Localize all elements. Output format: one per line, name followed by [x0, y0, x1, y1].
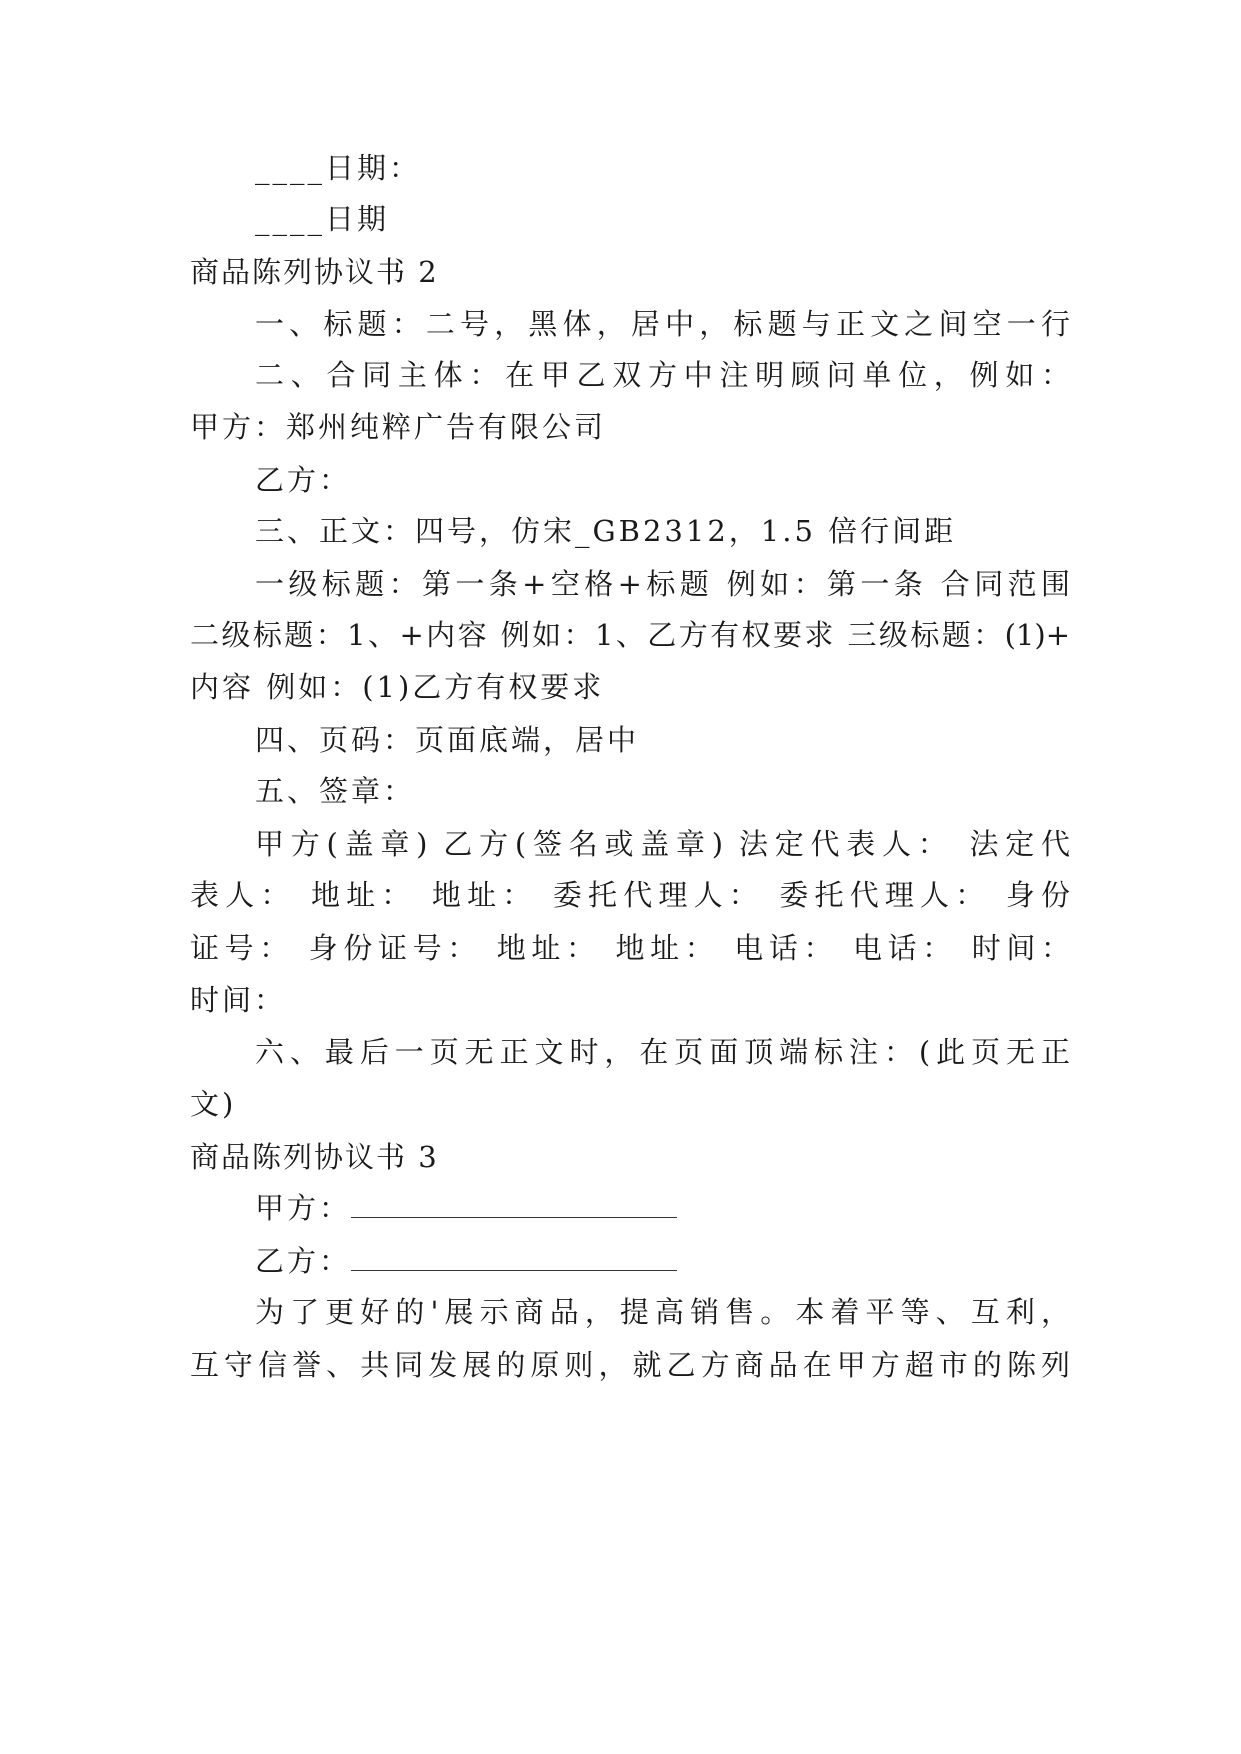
paragraph-intro-1: 为了更好的'展示商品，提高销售。本着平等、互利， — [255, 1295, 1070, 1329]
paragraph-page-number: 四、页码：页面底端，居中 — [255, 723, 640, 757]
paragraph-signature: 五、签章： — [255, 774, 416, 808]
paragraph-body-rule: 三、正文：四号，仿宋_GB2312，1.5 倍行间距 — [255, 514, 957, 548]
paragraph-level2-heading: 二级标题：1、+内容 例如：1、乙方有权要求 三级标题：(1)+ — [190, 618, 1070, 652]
section-title-3: 商品陈列协议书 3 — [190, 1140, 439, 1174]
paragraph-party-a-example: 甲方：郑州纯粹广告有限公司 — [190, 410, 607, 444]
paragraph-contract-parties: 二、合同主体：在甲乙双方中注明顾问单位，例如： — [255, 358, 1070, 392]
paragraph-signature-fields-1: 甲方(盖章) 乙方(签名或盖章) 法定代表人： 法定代 — [255, 827, 1070, 861]
party-a-line — [255, 1188, 1070, 1228]
section-title-2: 商品陈列协议书 2 — [190, 255, 439, 289]
paragraph-signature-fields-4: 时间： — [190, 983, 287, 1017]
paragraph-level3-example: 内容 例如：(1)乙方有权要求 — [190, 670, 605, 704]
paragraph-intro-2: 互守信誉、共同发展的原则，就乙方商品在甲方超市的陈列 — [190, 1348, 1070, 1382]
paragraph-last-page: 六、最后一页无正文时，在页面顶端标注：(此页无正 — [255, 1035, 1070, 1069]
paragraph-last-page-cont: 文) — [190, 1087, 237, 1121]
party-a-blank — [351, 1195, 677, 1218]
party-a-label: 甲方： — [255, 1191, 352, 1225]
paragraph-signature-fields-2: 表人： 地址： 地址： 委托代理人： 委托代理人： 身份 — [190, 878, 1070, 912]
date-line-2: ____日期 — [255, 202, 390, 236]
party-b-blank — [351, 1248, 677, 1271]
paragraph-level1-heading: 一级标题：第一条+空格+标题 例如：第一条 合同范围 — [255, 567, 1070, 601]
paragraph-party-b: 乙方： — [255, 463, 352, 497]
date-line-1: ____日期： — [255, 151, 422, 185]
party-b-line — [255, 1241, 1070, 1281]
paragraph-title-rule: 一、标题：二号，黑体，居中，标题与正文之间空一行 — [255, 307, 1070, 341]
paragraph-signature-fields-3: 证号： 身份证号： 地址： 地址： 电话： 电话： 时间： — [190, 931, 1070, 965]
party-b-label: 乙方： — [255, 1244, 352, 1278]
